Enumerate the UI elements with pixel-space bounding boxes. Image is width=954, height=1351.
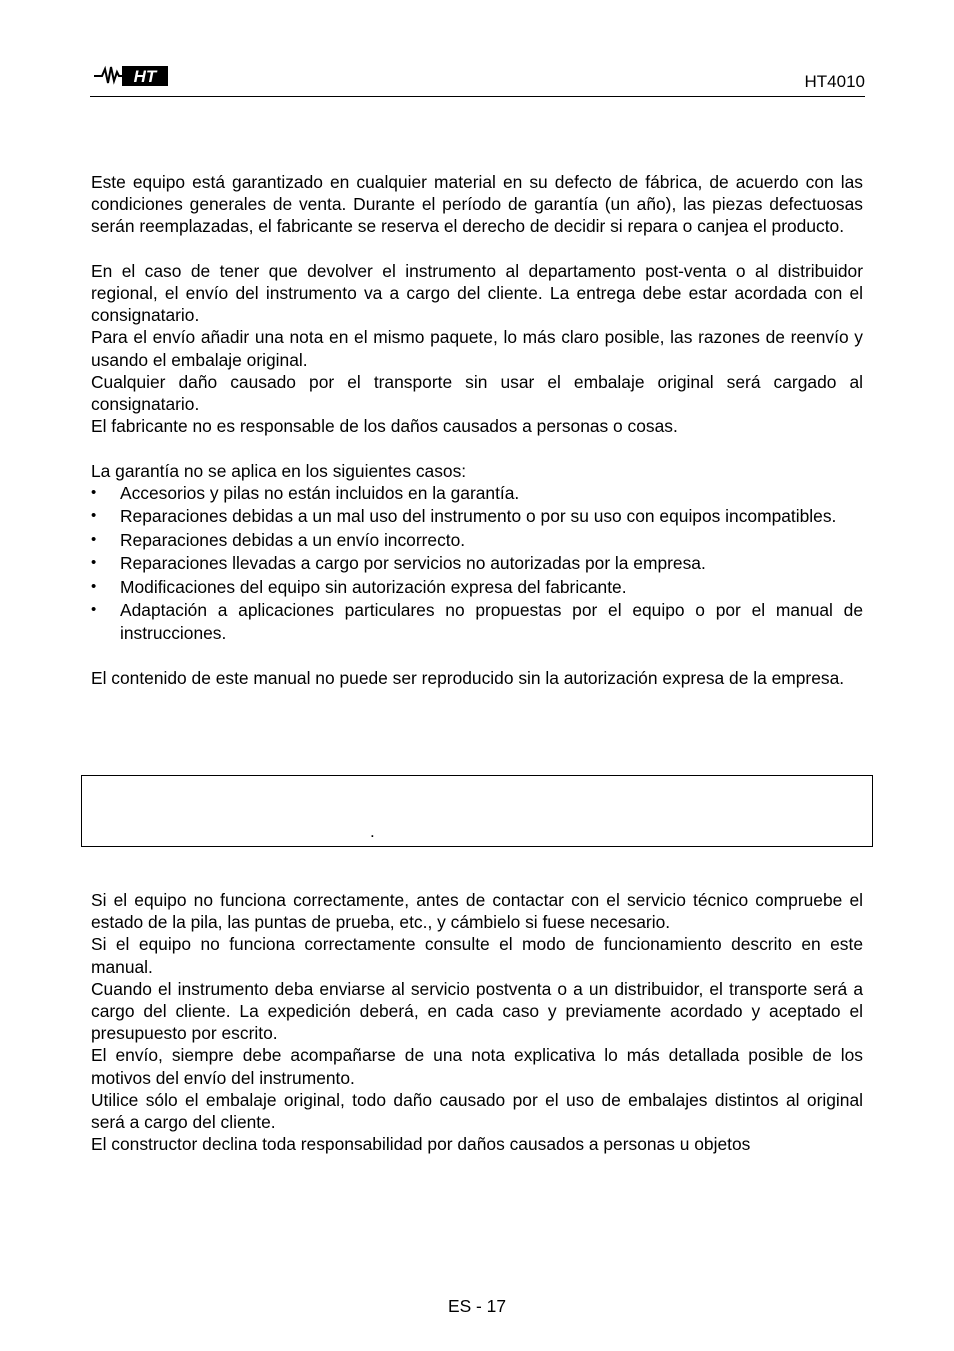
list-item: • Reparaciones llevadas a cargo por servicios no autorizadas por la empresa.	[91, 553, 706, 574]
page-number: ES - 17	[448, 1296, 506, 1316]
service-paragraph: Si el equipo no funciona correctamente consulte el modo de funcionamiento descrito en este manual.	[91, 934, 863, 977]
bullet-icon: •	[91, 483, 97, 501]
bullet-icon: •	[91, 507, 97, 525]
copyright-paragraph: El contenido de este manual no puede ser reproducido sin la autorización expresa de la empresa.	[91, 668, 845, 689]
bullet-icon: •	[91, 554, 97, 572]
list-item: • Modificaciones del equipo sin autorización expresa del fabricante.	[91, 576, 627, 597]
notice-box-text: .	[370, 822, 375, 841]
exclusions-intro: La garantía no se aplica en los siguientes casos:	[91, 460, 467, 481]
page-header	[90, 60, 865, 97]
svg-text:HT: HT	[133, 67, 157, 86]
list-item: • Adaptación a aplicaciones particulares no propuestas por el equipo o por el manual de instrucciones.	[91, 600, 863, 643]
return-paragraph: En el caso de tener que devolver el instrumento al departamento post-venta o al distribuidor regional, el envío del instrumento va a cargo del cliente. La entrega debe estar acordada con el consignatario.	[91, 260, 863, 326]
service-paragraph: Utilice sólo el embalaje original, todo daño causado por el uso de embalajes distintos al original será a cargo del cliente.	[91, 1089, 863, 1133]
bullet-icon: •	[91, 601, 97, 619]
list-item: • Reparaciones debidas a un mal uso del instrumento o por su uso con equipos incompatibles.	[91, 506, 837, 527]
service-paragraph: El envío, siempre debe acompañarse de una nota explicativa lo más detallada posible de los motivos del envío del instrumento.	[91, 1045, 863, 1088]
service-paragraph: Cuando el instrumento deba enviarse al servicio postventa o a un distribuidor, el transporte será a cargo del cliente. La expedición deberá, en cada caso y previamente acordado y aceptado el presupuesto por escrito.	[91, 978, 863, 1044]
ht-logo-icon	[94, 64, 170, 88]
bullet-icon: •	[91, 530, 97, 548]
notice-box	[81, 775, 873, 847]
exclusions-list	[91, 482, 863, 644]
return-paragraph: El fabricante no es responsable de los daños causados a personas o cosas.	[91, 416, 678, 437]
list-item: • Accesorios y pilas no están incluidos en la garantía.	[91, 482, 520, 503]
warranty-paragraph: Este equipo está garantizado en cualquier material en su defecto de fábrica, de acuerdo con las condiciones generales de venta. Durante el período de garantía (un año), las piezas defectuosas serán reemplazadas, el fabricante se reserva el derecho de decidir si repara o canjea el producto.	[91, 172, 863, 237]
return-paragraph: Para el envío añadir una nota en el mismo paquete, lo más claro posible, las razones de reenvío y usando el embalaje original.	[91, 327, 863, 370]
warranty-section	[91, 171, 863, 689]
service-last-line: El constructor declina toda responsabilidad por daños causados a personas u objetos	[91, 1134, 751, 1155]
service-paragraph: Si el equipo no funciona correctamente, antes de contactar con el servicio técnico compruebe el estado de la pila, las puntas de prueba, etc., y cámbielo si fuese necesario.	[91, 890, 863, 933]
list-item: • Reparaciones debidas a un envío incorrecto.	[91, 529, 466, 550]
return-paragraph: Cualquier daño causado por el transporte sin usar el embalaje original será cargado al consignatario.	[91, 371, 863, 415]
bullet-icon: •	[91, 577, 97, 595]
model-name: HT4010	[804, 72, 865, 91]
service-section	[91, 889, 863, 1155]
